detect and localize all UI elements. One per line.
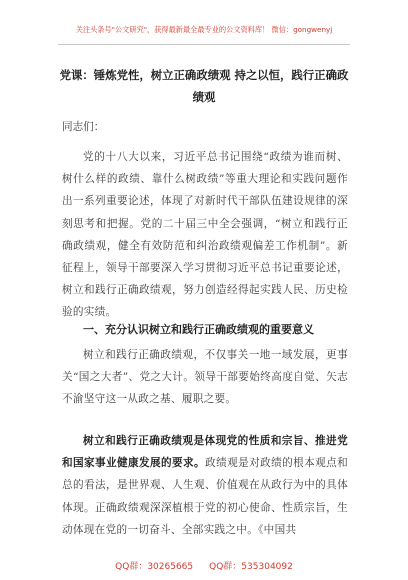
lead-rest-text: 政绩观是对政绩的根本观点和总的看法，是世界观、人生观、价值观在从政行为中的具体体现。正确政绩观深深植根于党的初心使命、性质宗旨，生动体现在党的一切奋斗、全部实践之中。《中国共 [62, 457, 349, 536]
paragraph-significance: 树立和践行正确政绩观，不仅事关一地一域发展，更事关“国之大者”、党之大计。领导干部要始终高度自觉、矢志不渝坚守这一从政之基、履职之要。 [62, 349, 348, 406]
footer-qq-group-1: QQ群：30265665 [115, 562, 194, 572]
footer-qq-groups [0, 559, 408, 572]
header-banner: 关注头条号"公文研究"，获得最新最全最专业的公文资料库！ 微信：gongwenyj [75, 25, 333, 34]
header-divider [58, 44, 350, 45]
document-title: 党课：锤炼党性，树立正确政绩观 持之以恒，践行正确政绩观 [59, 68, 349, 104]
lead-bold-sentence: 树立和践行正确政绩观是体现党的性质和宗旨、推进党和国家事业健康发展的要求。 [62, 435, 348, 470]
paragraph-intro: 党的十八大以来，习近平总书记围绕“政绩为谁而树、树什么样的政绩、靠什么树政绩”等重大理论和实践问题作出一系列重要论述，体现了对新时代干部队伍建设规律的深刻思考和把握。党的二十届三中全会强调，“树立和践行正确政绩观，健全有效防范和纠治政绩观偏差工作机制”。新征程上，领导干部要深入学习贯彻习近平总书记重要论述，树立和践行正确政绩观，努力创造经得起实践人民、历史检验的实绩。 [62, 151, 348, 319]
paragraph-lead [62, 430, 348, 541]
footer-qq-group-2: QQ群：535304092 [209, 562, 293, 572]
salutation: 同志们： [62, 121, 105, 133]
section-heading: 一、充分认识树立和践行正确政绩观的重要意义 [83, 323, 314, 336]
